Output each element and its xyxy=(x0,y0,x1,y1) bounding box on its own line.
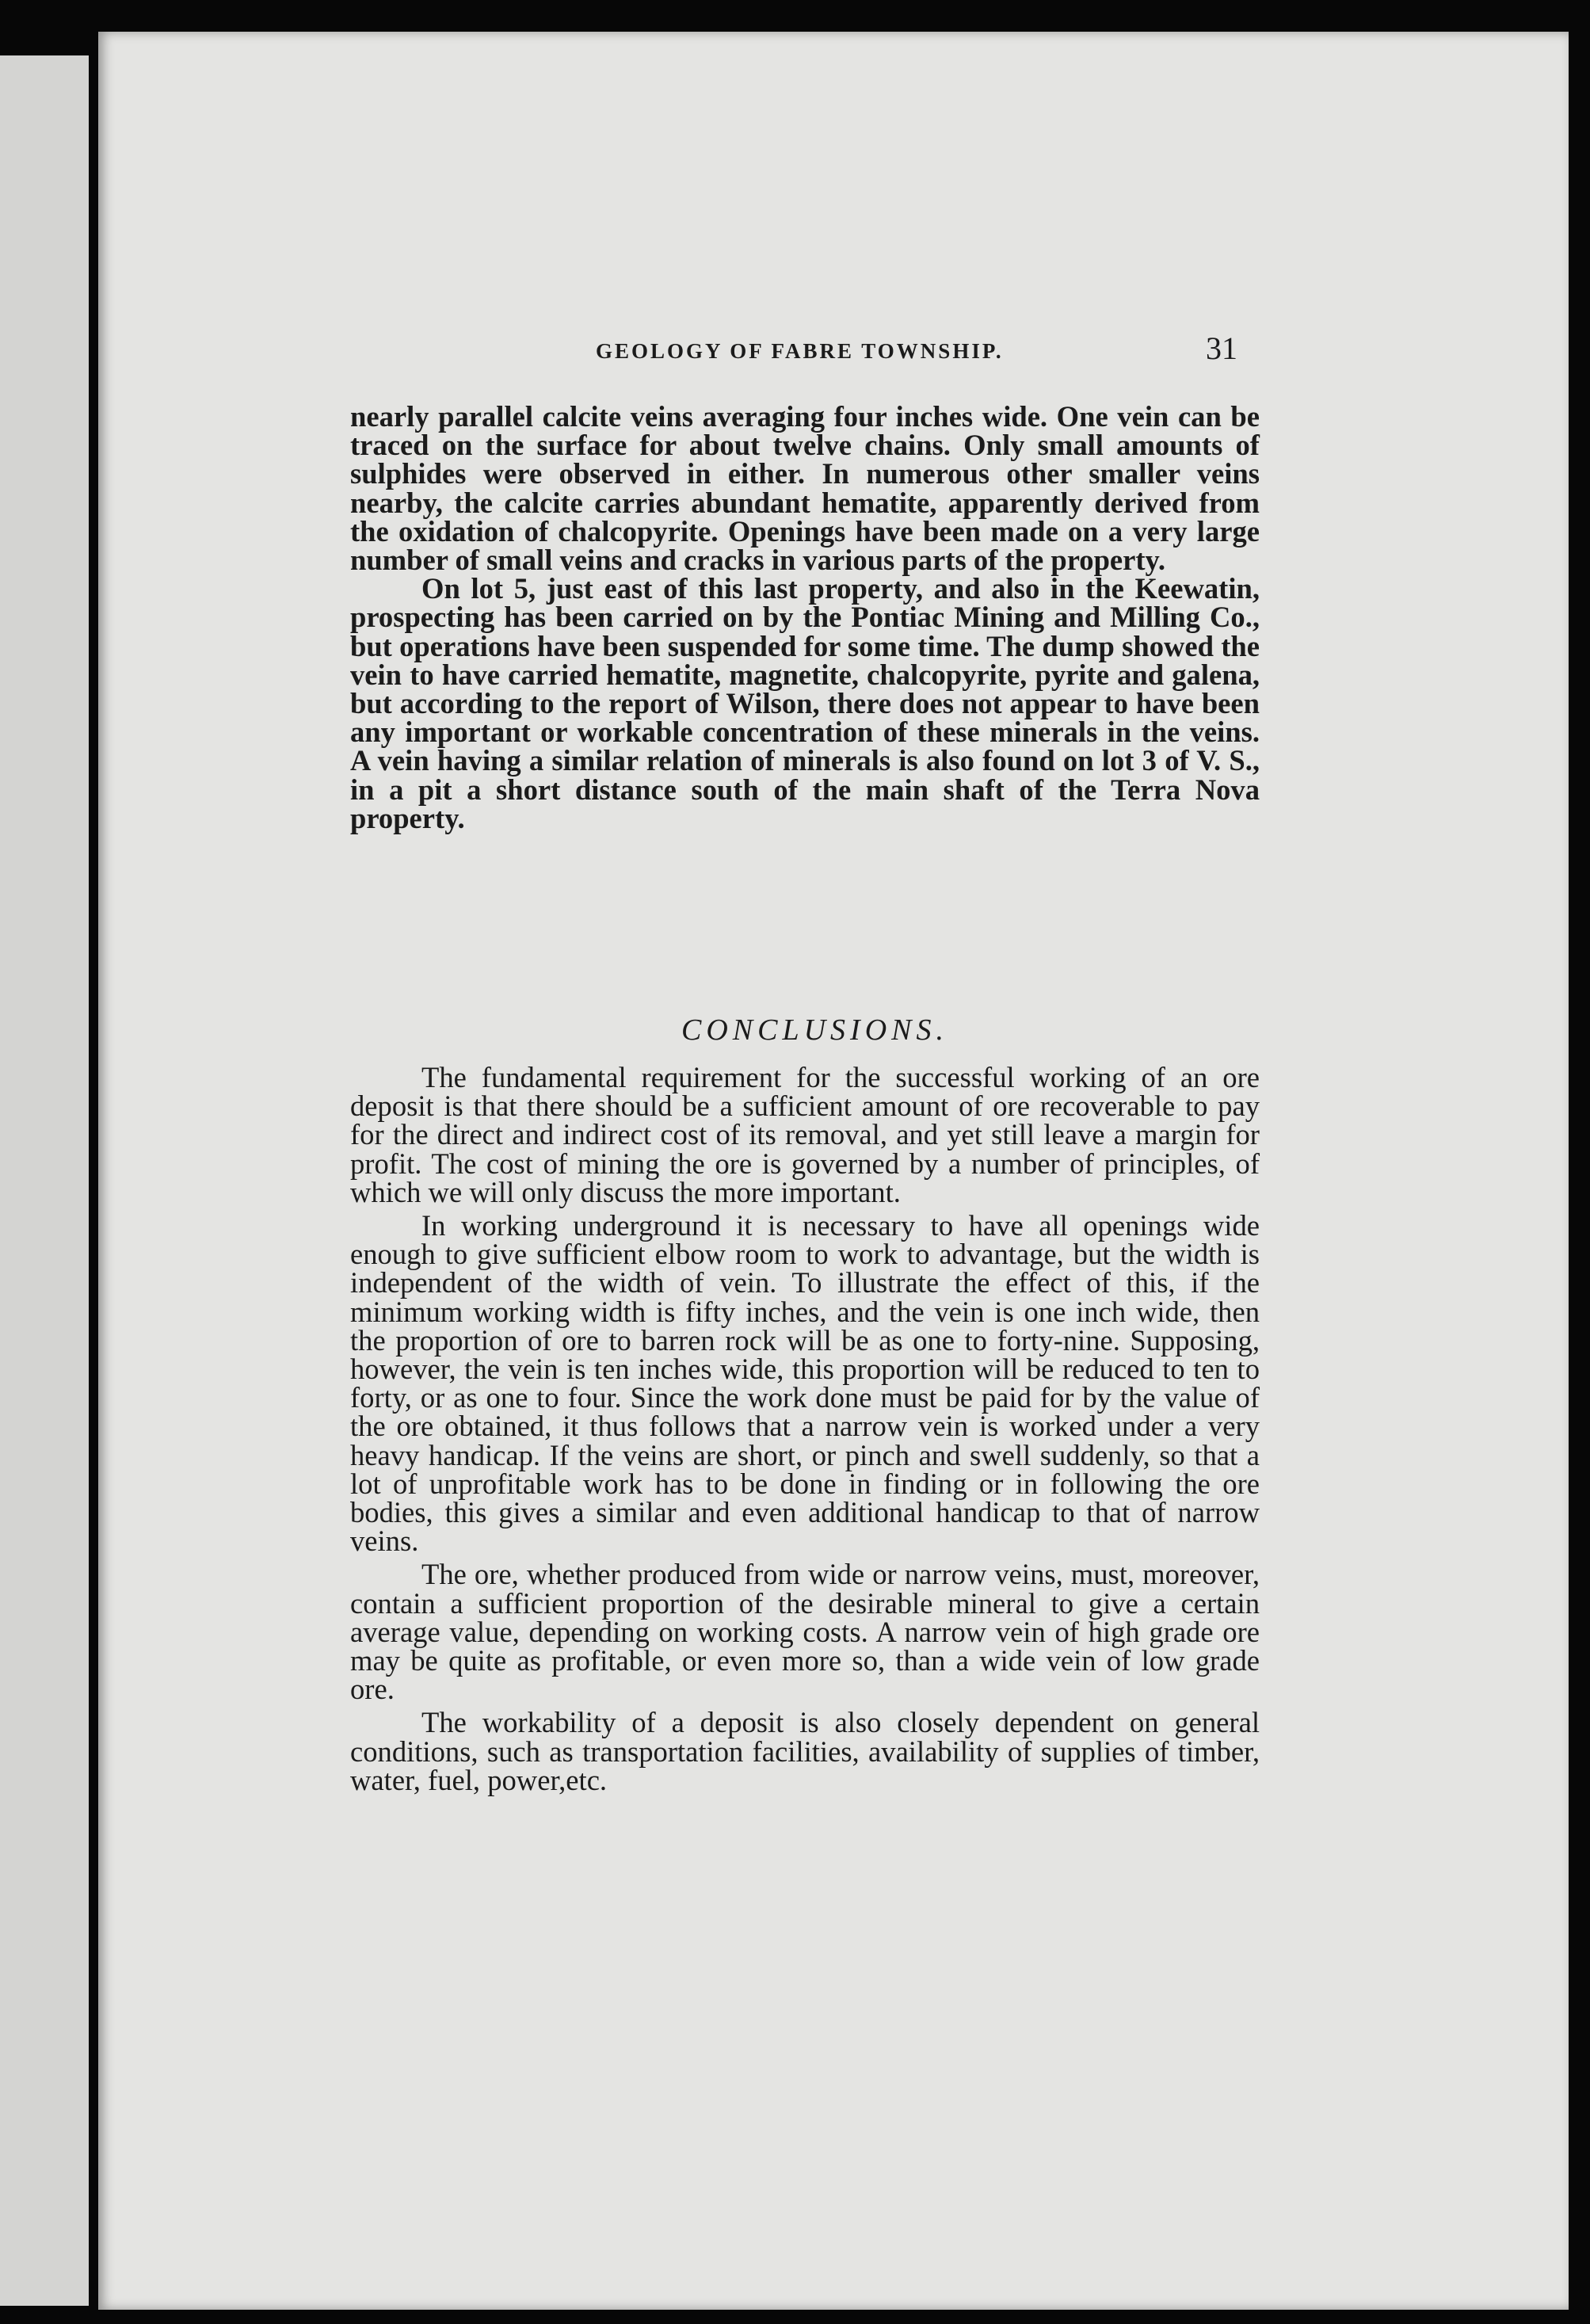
section-heading: CONCLUSIONS. xyxy=(681,1013,948,1047)
paragraph: The fundamental requirement for the successful working of an ore deposit is that there should be a sufficient amount of ore recoverable to pay for the direct and indirect cost of its removal, and yet still leave a margin for profit. The cost of mining the ore is governed by a number of principles, of which we will only discuss the more important. xyxy=(350,1061,1260,1208)
paragraph: The workability of a deposit is also closely dependent on general conditions, such as transportation facilities, availability of supplies of timber, water, fuel, power,etc. xyxy=(350,1706,1260,1796)
paragraph: nearly parallel calcite veins averaging four inches wide. One vein can be traced on the surface for about twelve chains. Only small amounts of sulphides were observed in either. In numerous other smaller veins nearby, the calcite carries abundant hematite, apparently derived from the oxidation of chalcopyrite. Openings have been made on a very large number of small veins and cracks in various parts of the property. xyxy=(350,400,1260,577)
page-number: 31 xyxy=(1206,330,1237,366)
body-text-bottom xyxy=(350,1063,1260,1795)
adjacent-page-edge xyxy=(0,55,89,2306)
body-text-top xyxy=(350,400,1260,834)
paragraph: In working underground it is necessary to have all openings wide enough to give sufficient elbow room to work to advantage, but the width is independent of the width of vein. To illustrate the effect of this, if the minimum working width is fifty inches, and the vein is one inch wide, then the proportion of ore to barren rock will be as one to forty-nine. Supposing, however, the vein is ten inches wide, this proportion will be reduced to ten to forty, or as one to four. Since the work done must be paid for by the value of the ore obtained, it thus follows that a narrow vein is worked under a very heavy handicap. If the veins are short, or pinch and swell suddenly, so that a lot of unprofitable work has to be done in finding or in following the ore bodies, this gives a similar and even additional handicap to that of narrow veins. xyxy=(350,1209,1260,1558)
paragraph: The ore, whether produced from wide or narrow veins, must, moreover, contain a sufficient proportion of the desirable mineral to give a certain average value, depending on working costs. A narrow vein of high grade ore may be quite as profitable, or even more so, than a wide vein of low grade ore. xyxy=(350,1558,1260,1706)
paragraph: On lot 5, just east of this last property, and also in the Keewatin, prospecting has been carried on by the Pontiac Mining and Milling Co., but operations have been suspended for some time. The dump showed the vein to have carried hematite, magnetite, chalcopyrite, pyrite and galena, but according to the report of Wilson, there does not appear to have been any important or workable concentration of these minerals in the veins. A vein having a similar relation of minerals is also found on lot 3 of V. S., in a pit a short distance south of the main shaft of the Terra Nova property. xyxy=(350,572,1260,834)
running-header: GEOLOGY OF FABRE TOWNSHIP. xyxy=(596,339,1004,363)
